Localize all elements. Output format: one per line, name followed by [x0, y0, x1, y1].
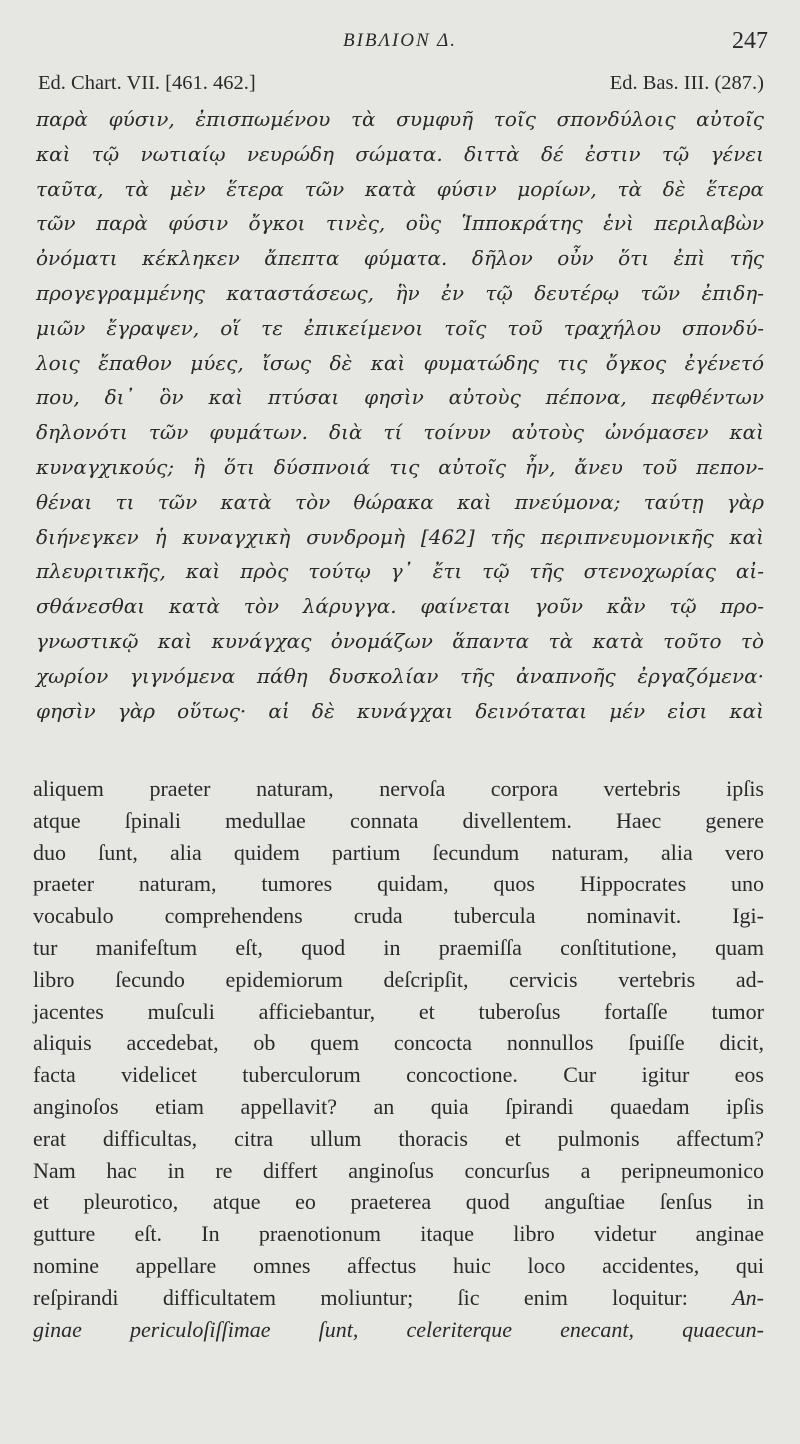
- latin-text-line: vocabulo comprehendens cruda tubercula nominavit. Igi-: [33, 903, 764, 929]
- running-header: [0, 28, 800, 58]
- greek-text-line: ὀνόματι κέκληκεν ἄπεπτα φύματα. δῆλον οὖν ὅτι ἐπὶ τῆς: [36, 246, 764, 271]
- greek-text-block: [36, 102, 764, 728]
- latin-text-block: [33, 773, 764, 1345]
- latin-text-line: anginoſos etiam appellavit? an quia ſpirandi quaedam ipſis: [33, 1093, 764, 1119]
- greek-text-line: χωρίον γιγνόμενα πάθη δυσκολίαν τῆς ἀναπνοῆς ἐργαζόμενα·: [36, 663, 764, 688]
- latin-text-line: duo ſunt, alia quidem partium ſecundum naturam, alia vero: [33, 839, 764, 865]
- latin-text-line: [33, 1282, 764, 1314]
- latin-text-line: libro ſecundo epidemiorum deſcripſit, cervicis vertebris ad-: [33, 966, 764, 992]
- page-number: 247: [732, 28, 768, 54]
- latin-line-text: reſpirandi difficultatem moliuntur; ſic enim loquitur:: [33, 1284, 688, 1310]
- latin-text-line: nomine appellare omnes affectus huic loco accidentes, qui: [33, 1252, 764, 1278]
- latin-text-line: Nam hac in re differt anginoſus concurſus a peripneumonico: [33, 1157, 764, 1183]
- greek-text-line: μιῶν ἔγραψεν, οἵ τε ἐπικείμενοι τοῖς τοῦ τραχήλου σπονδύ-: [36, 315, 764, 340]
- latin-text-line: praeter naturam, tumores quidam, quos Hippocrates uno: [33, 871, 764, 897]
- greek-text-line: λοις ἔπαθον μύες, ἴσως δὲ καὶ φυματώδης τις ὄγκος ἐγένετό: [36, 350, 764, 375]
- greek-text-line: γνωστικῷ καὶ κυνάγχας ὀνομάζων ἅπαντα τὰ κατὰ τοῦτο τὸ: [36, 628, 764, 653]
- quotation-start: An-: [732, 1284, 764, 1310]
- greek-text-line: διήνεγκεν ἡ κυναγχικὴ συνδρομὴ [462] τῆς περιπνευμονικῆς καὶ: [36, 524, 764, 549]
- greek-text-line: καὶ τῷ νωτιαίῳ νευρώδη σώματα. διττὰ δέ ἐστιν τῷ γένει: [36, 141, 764, 166]
- latin-text-line: atque ſpinali medullae connata divellentem. Haec genere: [33, 807, 764, 833]
- greek-text-line: τῶν παρὰ φύσιν ὄγκοι τινὲς, οὓς Ἱπποκράτης ἑνὶ περιλαβὼν: [36, 211, 764, 236]
- latin-text-line: facta videlicet tuberculorum concoctione. Cur igitur eos: [33, 1062, 764, 1088]
- greek-text-line: σθάνεσθαι κατὰ τὸν λάρυγγα. φαίνεται γοῦν κἂν τῷ προ-: [36, 594, 764, 619]
- edition-basel: Ed. Bas. III. (287.): [609, 72, 764, 94]
- greek-text-line: φησὶν γὰρ οὕτως· αἱ δὲ κυνάγχαι δεινόταται μέν εἰσι καὶ: [36, 698, 764, 723]
- greek-text-line: κυναγχικούς; ἢ ὅτι δύσπνοιά τις αὐτοῖς ἦν, ἄνευ τοῦ πεπον-: [36, 454, 764, 479]
- greek-text-line: ταῦτα, τὰ μὲν ἕτερα τῶν κατὰ φύσιν μορίων, τὰ δὲ ἕτερα: [36, 176, 764, 201]
- latin-text-line-italic: ginae periculoſiſſimae ſunt, celeriterque enecant, quaecun-: [33, 1316, 764, 1342]
- edition-chartier: Ed. Chart. VII. [461. 462.]: [38, 72, 256, 94]
- latin-text-line: tur manifeſtum eſt, quod in praemiſſa conſtitutione, quam: [33, 934, 764, 960]
- latin-text-line: aliquem praeter naturam, nervoſa corpora vertebris ipſis: [33, 776, 764, 801]
- greek-text-line: δηλονότι τῶν φυμάτων. διὰ τί τοίνυν αὐτοὺς ὠνόμασεν καὶ: [36, 420, 764, 445]
- greek-text-line: πλευριτικῆς, καὶ πρὸς τούτῳ γ᾽ ἔτι τῷ τῆς στενοχωρίας αἰ-: [36, 559, 764, 584]
- latin-text-line: jacentes muſculi afficiebantur, et tuberoſus fortaſſe tumor: [33, 998, 764, 1024]
- latin-text-line: gutture eſt. In praenotionum itaque libro videtur anginae: [33, 1221, 764, 1247]
- greek-text-line: προγεγραμμένης καταστάσεως, ἣν ἐν τῷ δευτέρῳ τῶν ἐπιδη-: [36, 280, 764, 305]
- latin-text-line: aliquis accedebat, ob quem concocta nonnullos ſpuiſſe dicit,: [33, 1030, 764, 1056]
- greek-text-line: παρὰ φύσιν, ἐπισπωμένου τὰ συμφυῆ τοῖς σπονδύλοις αὐτοῖς: [36, 107, 764, 131]
- greek-text-line: θέναι τι τῶν κατὰ τὸν θώρακα καὶ πνεύμονα; ταύτῃ γὰρ: [36, 489, 764, 514]
- latin-text-line: erat difficultas, citra ullum thoracis et pulmonis affectum?: [33, 1125, 764, 1151]
- book-title: ΒΙΒΛΙΟΝ Δ.: [342, 30, 458, 51]
- edition-references: [38, 72, 764, 102]
- latin-text-line: et pleurotico, atque eo praeterea quod anguſtiae ſenſus in: [33, 1189, 764, 1215]
- greek-text-line: που, δι᾽ ὃν καὶ πτύσαι φησὶν αὐτοὺς πέπονα, πεφθέντων: [36, 385, 764, 410]
